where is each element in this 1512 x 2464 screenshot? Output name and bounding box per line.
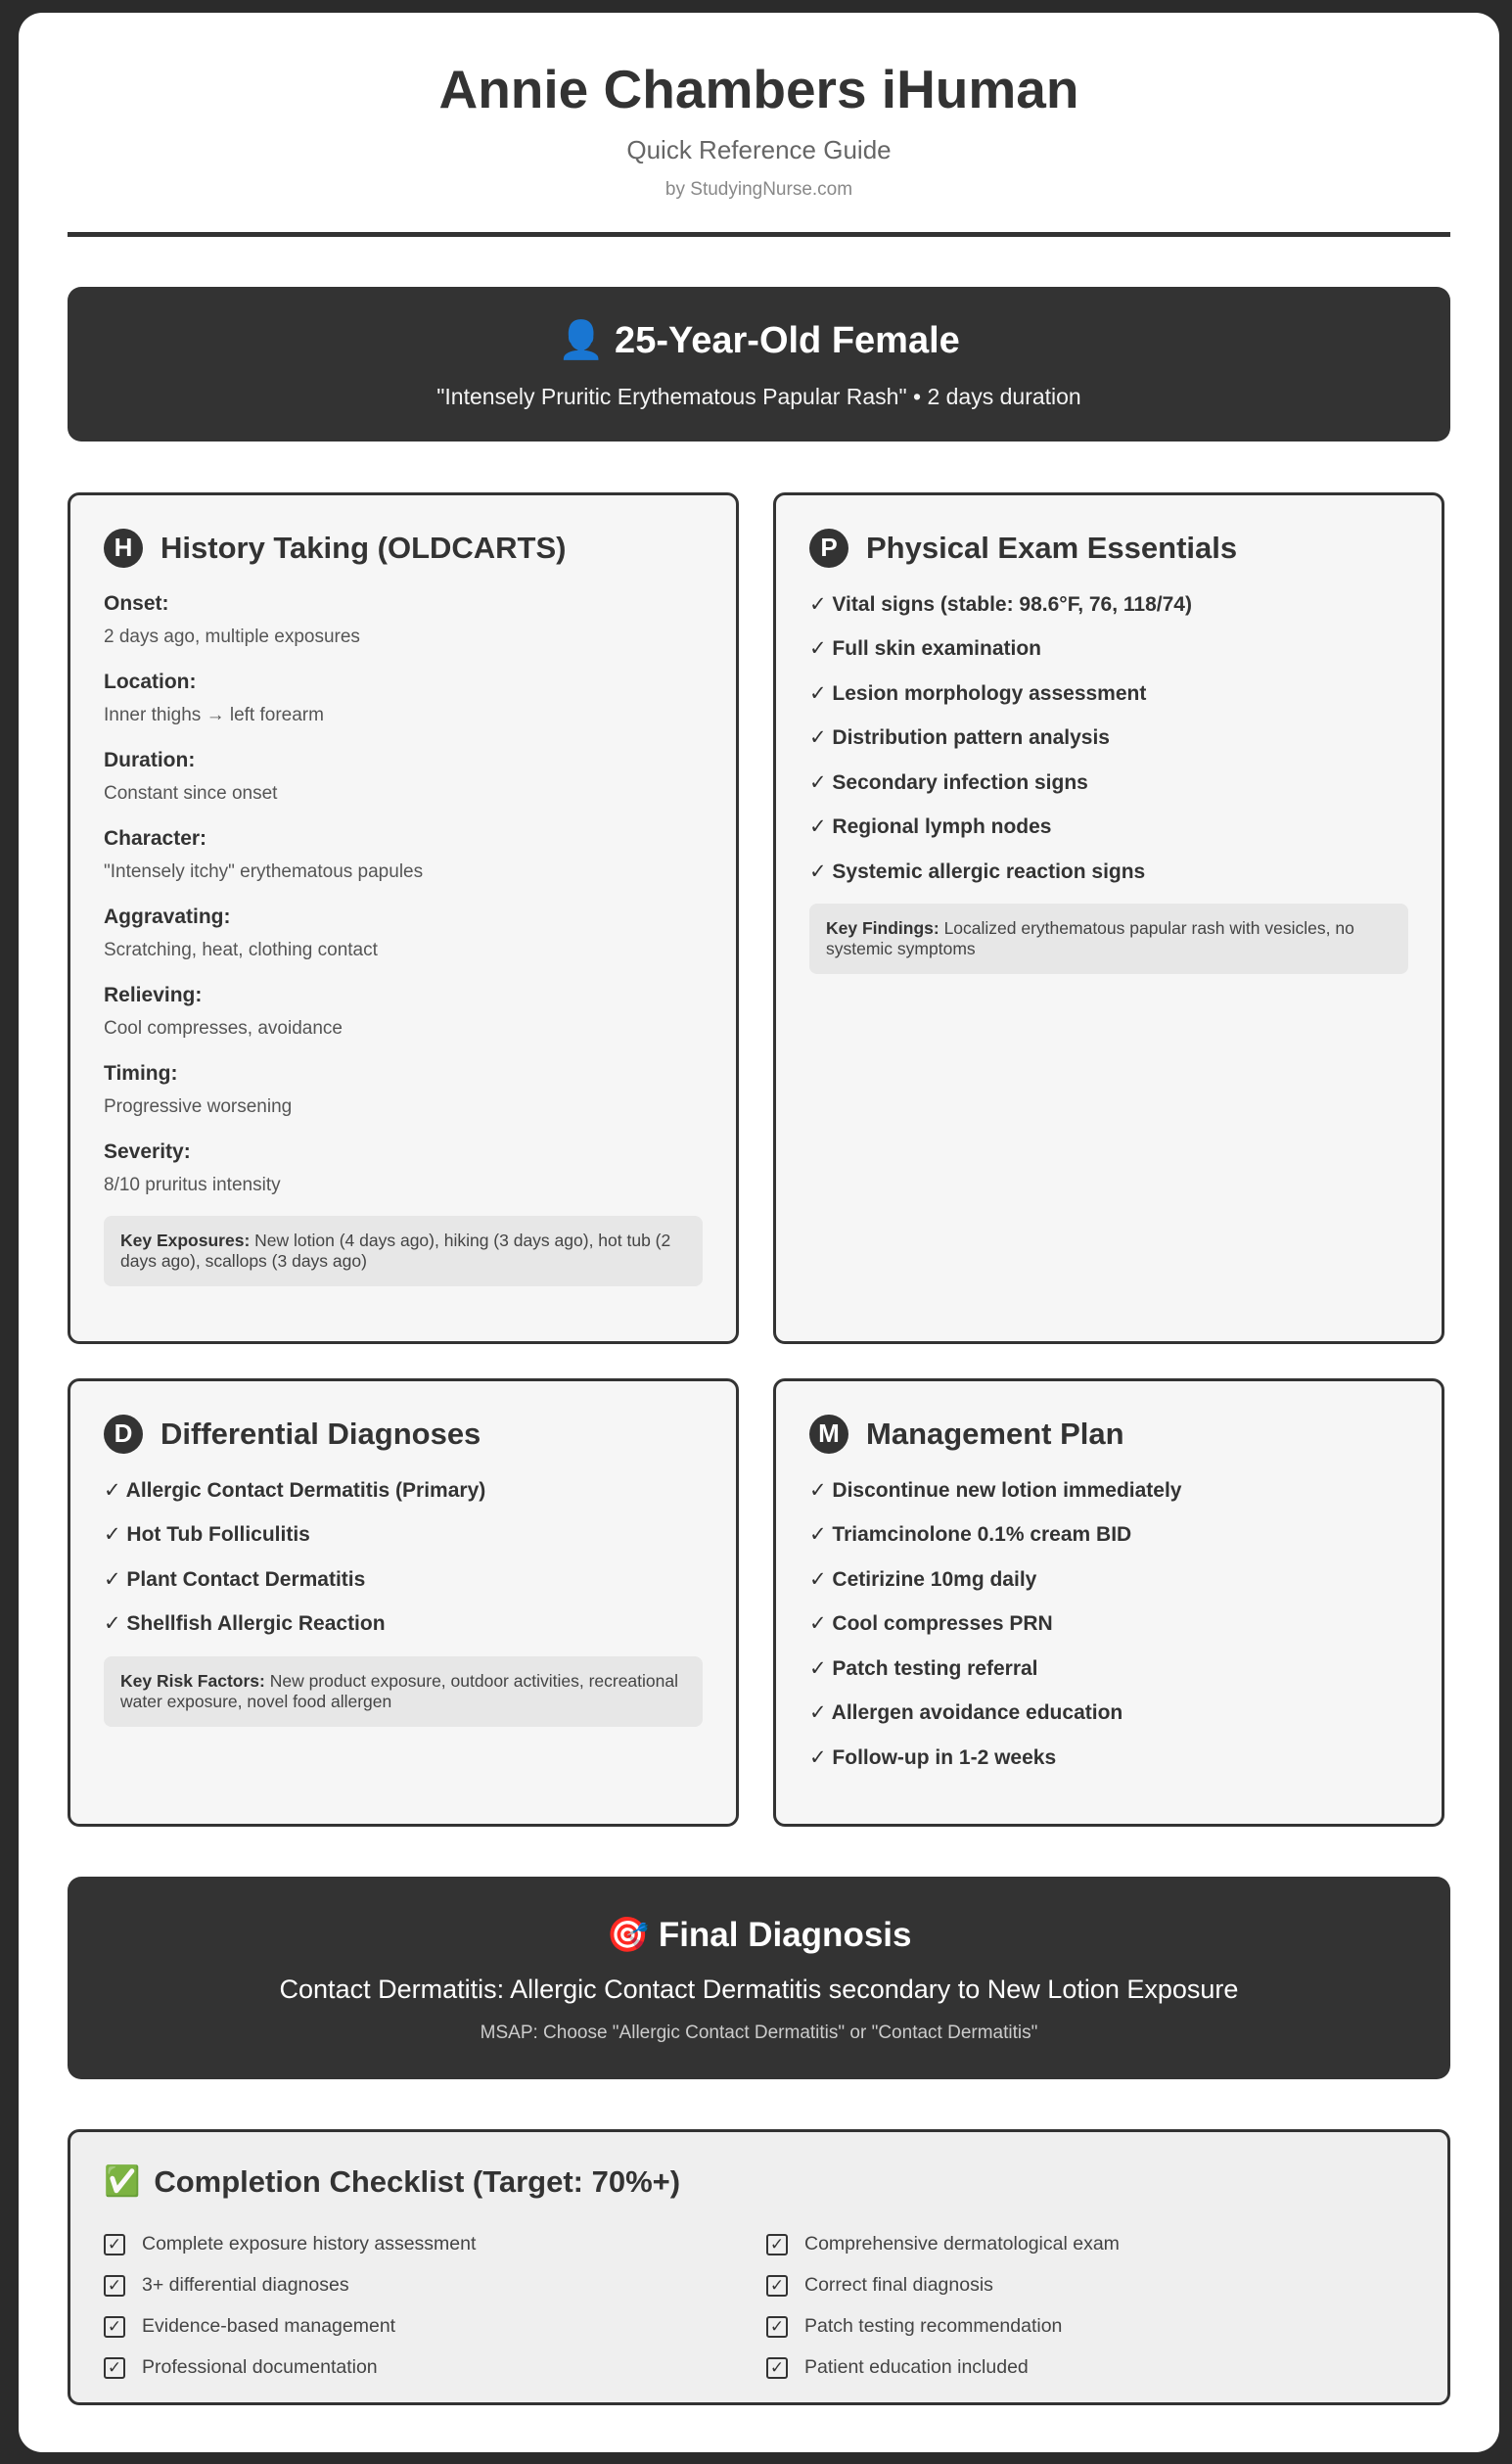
checklist-item-label: Comprehensive dermatological exam <box>804 2233 1120 2255</box>
management-card <box>773 1378 1444 1827</box>
checklist-item-label: Correct final diagnosis <box>804 2274 993 2296</box>
patient-title: 👤 25-Year-Old Female <box>558 319 960 361</box>
oldcarts-list <box>104 592 703 1196</box>
list-item <box>104 984 703 1040</box>
list-item: ✓ Shellfish Allergic Reaction <box>104 1612 386 1635</box>
physical-badge-icon: P <box>809 529 848 568</box>
key-risk-factors-note <box>104 1656 703 1727</box>
checkmark-icon: ✅ <box>104 2165 141 2198</box>
history-label: Severity: <box>104 1139 191 1163</box>
list-item: ✓ Distribution pattern analysis <box>809 726 1110 749</box>
list-item <box>766 2306 1429 2348</box>
management-card-title: Management Plan <box>866 1416 1124 1451</box>
key-findings-note <box>809 904 1408 974</box>
history-value: Progressive worsening <box>104 1095 293 1117</box>
list-item <box>766 2224 1429 2265</box>
checklist-item-label: Patch testing recommendation <box>804 2315 1063 2337</box>
list-item <box>104 1062 703 1118</box>
checklist-item-label: Evidence-based management <box>142 2315 396 2337</box>
chief-complaint: "Intensely Pruritic Erythematous Papular Rash" • 2 days duration <box>436 383 1081 409</box>
physical-exam-card <box>773 492 1444 1344</box>
list-item: ✓ Vital signs (stable: 98.6°F, 76, 118/74) <box>809 592 1192 616</box>
checkbox-checked-icon[interactable]: ✓ <box>766 2234 788 2255</box>
differential-card-header <box>104 1414 703 1455</box>
checklist-item-label: 3+ differential diagnoses <box>142 2274 349 2296</box>
checklist-title: Completion Checklist (Target: 70%+) <box>154 2163 681 2199</box>
physical-card-header <box>809 528 1408 569</box>
history-label: Onset: <box>104 591 169 615</box>
history-label: Timing: <box>104 1061 178 1085</box>
list-item <box>104 2306 766 2348</box>
list-item <box>104 2265 766 2306</box>
history-value: Inner thighs → left forearm <box>104 704 324 725</box>
note-text: New lotion (4 days ago), hiking (3 days ago), hot tub (2 days ago), scallops (3 days ago) <box>120 1230 671 1271</box>
list-item <box>104 749 703 805</box>
history-label: Duration: <box>104 748 196 771</box>
list-item: ✓ Plant Contact Dermatitis <box>104 1567 366 1591</box>
list-item <box>104 906 703 961</box>
history-value: 2 days ago, multiple exposures <box>104 626 360 647</box>
list-item <box>104 827 703 883</box>
history-label: Character: <box>104 826 207 850</box>
checkbox-checked-icon[interactable]: ✓ <box>104 2357 125 2379</box>
list-item: ✓ Full skin examination <box>809 637 1041 660</box>
checkbox-checked-icon[interactable]: ✓ <box>766 2275 788 2297</box>
completion-checklist <box>68 2129 1450 2405</box>
list-item: ✓ Lesion morphology assessment <box>809 681 1147 705</box>
page-byline: by StudyingNurse.com <box>664 178 853 200</box>
checkbox-checked-icon[interactable]: ✓ <box>766 2357 788 2379</box>
differential-badge-icon: D <box>104 1415 143 1454</box>
note-label: Key Findings: <box>826 918 939 938</box>
checklist-header <box>104 2164 1414 2200</box>
list-item <box>104 671 703 726</box>
page-title: Annie Chambers iHuman <box>438 59 1079 119</box>
list-item <box>104 592 703 648</box>
history-value: Cool compresses, avoidance <box>104 1017 343 1039</box>
list-item: ✓ Hot Tub Folliculitis <box>104 1523 310 1546</box>
list-item: ✓ Discontinue new lotion immediately <box>809 1478 1182 1502</box>
checklist-column-left <box>104 2224 766 2389</box>
list-item: ✓ Patch testing referral <box>809 1656 1038 1680</box>
list-item: ✓ Triamcinolone 0.1% cream BID <box>809 1523 1132 1546</box>
management-list <box>809 1478 1408 1790</box>
note-text: Localized erythematous papular rash with vesicles, no systemic symptoms <box>826 918 1354 958</box>
final-diagnosis-title: 🎯 Final Diagnosis <box>606 1915 912 1954</box>
physical-exam-list <box>809 592 1408 905</box>
checkbox-checked-icon[interactable]: ✓ <box>104 2316 125 2338</box>
history-card-header <box>104 528 703 569</box>
list-item: ✓ Allergen avoidance education <box>809 1701 1123 1724</box>
checkbox-checked-icon[interactable]: ✓ <box>104 2234 125 2255</box>
final-diagnosis-text: Contact Dermatitis: Allergic Contact Dermatitis secondary to New Lotion Exposure <box>279 1974 1239 2004</box>
differential-list <box>104 1478 703 1656</box>
list-item: ✓ Secondary infection signs <box>809 770 1088 794</box>
history-value: 8/10 pruritus intensity <box>104 1174 281 1195</box>
history-card-title: History Taking (OLDCARTS) <box>160 530 567 565</box>
list-item <box>104 1140 703 1196</box>
checklist-item-label: Professional documentation <box>142 2356 378 2378</box>
differential-card <box>68 1378 739 1827</box>
list-item: ✓ Cool compresses PRN <box>809 1612 1053 1635</box>
list-item: ✓ Allergic Contact Dermatitis (Primary) <box>104 1478 486 1502</box>
differential-card-title: Differential Diagnoses <box>160 1416 481 1451</box>
header-divider <box>68 232 1450 237</box>
list-item <box>104 2224 766 2265</box>
note-label: Key Risk Factors: <box>120 1670 265 1691</box>
list-item <box>766 2348 1429 2389</box>
patient-banner <box>68 287 1450 442</box>
history-badge-icon: H <box>104 529 143 568</box>
page-header <box>68 13 1450 237</box>
history-label: Aggravating: <box>104 905 231 928</box>
history-label: Relieving: <box>104 983 203 1006</box>
management-badge-icon: M <box>809 1415 848 1454</box>
final-diagnosis-banner <box>68 1877 1450 2079</box>
management-card-header <box>809 1414 1408 1455</box>
checklist-grid <box>104 2224 1414 2389</box>
list-item: ✓ Cetirizine 10mg daily <box>809 1567 1037 1591</box>
history-card <box>68 492 739 1344</box>
checkbox-checked-icon[interactable]: ✓ <box>766 2316 788 2338</box>
note-label: Key Exposures: <box>120 1230 251 1250</box>
checklist-item-label: Patient education included <box>804 2356 1029 2378</box>
list-item: ✓ Systemic allergic reaction signs <box>809 860 1146 883</box>
msap-note: MSAP: Choose "Allergic Contact Dermatitis" or "Contact Dermatitis" <box>480 2022 1038 2043</box>
section-grid-bottom <box>68 1378 1450 1827</box>
history-value: Scratching, heat, clothing contact <box>104 939 378 960</box>
list-item: ✓ Follow-up in 1-2 weeks <box>809 1745 1057 1769</box>
page-subtitle: Quick Reference Guide <box>626 134 892 164</box>
checklist-column-right <box>766 2224 1429 2389</box>
history-value: Constant since onset <box>104 782 278 804</box>
history-value: "Intensely itchy" erythematous papules <box>104 860 424 882</box>
section-grid-top <box>68 492 1450 1344</box>
reference-guide-page <box>19 13 1499 2452</box>
list-item: ✓ Regional lymph nodes <box>809 815 1052 838</box>
key-exposures-note <box>104 1216 703 1286</box>
checklist-item-label: Complete exposure history assessment <box>142 2233 477 2255</box>
history-label: Location: <box>104 670 197 693</box>
list-item <box>766 2265 1429 2306</box>
physical-card-title: Physical Exam Essentials <box>866 530 1238 565</box>
note-text: New product exposure, outdoor activities, recreational water exposure, novel food allergen <box>120 1670 679 1711</box>
list-item <box>104 2348 766 2389</box>
checkbox-checked-icon[interactable]: ✓ <box>104 2275 125 2297</box>
